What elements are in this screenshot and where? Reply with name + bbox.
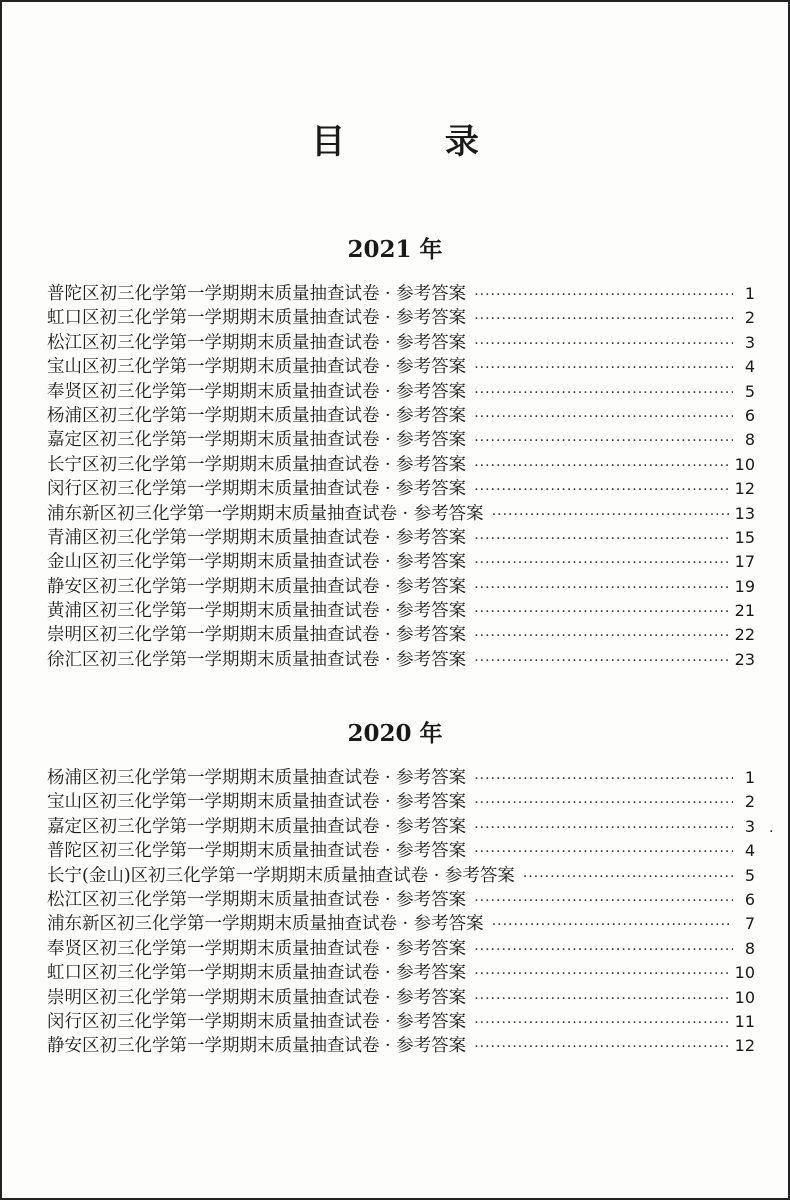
toc-entry[interactable] (47, 550, 755, 574)
toc-page-number: 4 (744, 357, 755, 377)
section-2021 (2, 230, 788, 672)
toc-page-number: 1 (744, 768, 755, 787)
toc-page-number: 10 (734, 454, 755, 474)
toc-page-number: 7 (744, 914, 755, 934)
toc-dot-leader (474, 767, 733, 791)
toc-dot-leader (474, 600, 728, 624)
toc-entry[interactable] (47, 864, 755, 888)
toc-dot-leader (474, 429, 733, 453)
toc-entry-title: 浦东新区初三化学第一学期期末质量抽查试卷 · 参考答案 (47, 503, 484, 524)
toc-page-number: 2 (744, 308, 755, 328)
toc-entry-title: 杨浦区初三化学第一学期期末质量抽查试卷 · 参考答案 (47, 405, 467, 426)
toc-entry[interactable] (47, 888, 755, 912)
toc-dot-leader (474, 649, 728, 673)
section-year-heading: 2021 年 (347, 236, 443, 263)
toc-dot-leader (474, 624, 728, 648)
toc-dot-leader (474, 356, 733, 380)
section-2020 (2, 714, 788, 1059)
toc-page-number: 19 (734, 576, 755, 596)
toc-page-number: 6 (744, 405, 755, 425)
toc-dot-leader (474, 332, 733, 356)
toc-entry[interactable] (47, 428, 755, 452)
toc-page-number: 6 (744, 889, 755, 909)
toc-dot-leader (474, 381, 733, 405)
toc-page-number: 21 (734, 601, 755, 621)
toc-page-number: 10 (734, 987, 755, 1007)
toc-entry-title: 静安区初三化学第一学期期末质量抽查试卷 · 参考答案 (47, 1036, 467, 1057)
toc-dot-leader (474, 840, 733, 864)
toc-page-number: 5 (744, 381, 755, 401)
toc-entry-title: 崇明区初三化学第一学期期末质量抽查试卷 · 参考答案 (47, 987, 467, 1008)
toc-page-number: 1 (744, 284, 755, 303)
toc-dot-leader (474, 551, 728, 575)
toc-dot-leader (474, 283, 733, 307)
toc-entry-title: 崇明区初三化学第一学期期末质量抽查试卷 · 参考答案 (47, 625, 467, 646)
toc-entry[interactable] (47, 526, 755, 550)
toc-page-number: 10 (734, 963, 755, 983)
toc-entry[interactable] (47, 937, 755, 961)
toc-entry-title: 浦东新区初三化学第一学期期末质量抽查试卷 · 参考答案 (47, 914, 484, 935)
toc-page-number: 4 (744, 841, 755, 861)
toc-entry-title: 青浦区初三化学第一学期期末质量抽查试卷 · 参考答案 (47, 527, 467, 548)
toc-page-number: 8 (744, 938, 755, 958)
toc-entry[interactable] (47, 961, 755, 985)
toc-dot-leader (474, 576, 728, 600)
toc-entry-title: 金山区初三化学第一学期期末质量抽查试卷 · 参考答案 (47, 552, 467, 573)
toc-entry-title: 长宁(金山)区初三化学第一学期期末质量抽查试卷 · 参考答案 (47, 865, 515, 886)
toc-entry-title: 奉贤区初三化学第一学期期末质量抽查试卷 · 参考答案 (47, 938, 467, 959)
toc-entry[interactable] (47, 986, 755, 1010)
toc-dot-leader (492, 503, 729, 527)
toc-entry[interactable] (47, 380, 755, 404)
toc-dot-leader (523, 865, 733, 889)
toc-entry-title: 徐汇区初三化学第一学期期末质量抽查试卷 · 参考答案 (47, 649, 467, 670)
toc-dot-leader (474, 889, 733, 913)
toc-dot-leader (474, 307, 733, 331)
toc-entry-title: 松江区初三化学第一学期期末质量抽查试卷 · 参考答案 (47, 332, 467, 353)
toc-page-number: 13 (734, 503, 755, 523)
toc-entry-title: 宝山区初三化学第一学期期末质量抽查试卷 · 参考答案 (47, 357, 467, 378)
toc-entry[interactable] (47, 331, 755, 355)
toc-entry-title: 虹口区初三化学第一学期期末质量抽查试卷 · 参考答案 (47, 308, 467, 329)
toc-page-number: 22 (734, 625, 755, 645)
toc-entry-title: 普陀区初三化学第一学期期末质量抽查试卷 · 参考答案 (47, 841, 467, 862)
toc-dot-leader (474, 987, 728, 1011)
toc-page-number: 12 (734, 479, 755, 499)
toc-entry[interactable] (47, 282, 755, 306)
toc-entry[interactable] (47, 404, 755, 428)
toc-entry[interactable] (47, 355, 755, 379)
toc-entry[interactable] (47, 912, 755, 936)
toc-dot-leader (492, 913, 733, 937)
toc-page-number: 23 (734, 649, 755, 669)
toc-dot-leader (474, 1035, 728, 1059)
toc-entry-title: 奉贤区初三化学第一学期期末质量抽查试卷 · 参考答案 (47, 381, 467, 402)
toc-entry[interactable] (47, 477, 755, 501)
toc-entry-title: 嘉定区初三化学第一学期期末质量抽查试卷 · 参考答案 (47, 430, 467, 451)
toc-page-number: 17 (734, 552, 755, 572)
toc-entry[interactable] (47, 766, 755, 790)
toc-entry-title: 普陀区初三化学第一学期期末质量抽查试卷 · 参考答案 (47, 284, 467, 304)
toc-entry[interactable] (47, 648, 755, 672)
toc-page-number: 3 (744, 816, 755, 836)
toc-entry[interactable] (47, 1034, 755, 1058)
toc-entry-title: 静安区初三化学第一学期期末质量抽查试卷 · 参考答案 (47, 576, 467, 597)
toc-entry[interactable] (47, 306, 755, 330)
section-year-heading: 2020 年 (347, 720, 443, 747)
toc-dot-leader (474, 962, 728, 986)
toc-entry[interactable] (47, 839, 755, 863)
toc-entry-title: 闵行区初三化学第一学期期末质量抽查试卷 · 参考答案 (47, 1011, 467, 1032)
toc-entry-title: 长宁区初三化学第一学期期末质量抽查试卷 · 参考答案 (47, 454, 467, 475)
toc-entry-list (2, 282, 788, 672)
toc-entry-title: 虹口区初三化学第一学期期末质量抽查试卷 · 参考答案 (47, 963, 467, 984)
toc-entry[interactable] (47, 623, 755, 647)
toc-entry-title: 松江区初三化学第一学期期末质量抽查试卷 · 参考答案 (47, 889, 467, 910)
toc-entry-title: 嘉定区初三化学第一学期期末质量抽查试卷 · 参考答案 (47, 816, 467, 837)
toc-entry-title: 闵行区初三化学第一学期期末质量抽查试卷 · 参考答案 (47, 479, 467, 500)
toc-dot-leader (474, 405, 733, 429)
toc-dot-leader (474, 1011, 728, 1035)
toc-page-number: 11 (734, 1011, 755, 1031)
toc-dot-leader (474, 478, 728, 502)
toc-entry-list (2, 766, 788, 1059)
toc-dot-leader (474, 791, 733, 815)
toc-entry-title: 宝山区初三化学第一学期期末质量抽查试卷 · 参考答案 (47, 792, 467, 813)
toc-entry[interactable] (47, 453, 755, 477)
toc-entry-title: 黄浦区初三化学第一学期期末质量抽查试卷 · 参考答案 (47, 601, 467, 622)
toc-dot-leader (474, 938, 733, 962)
toc-dot-leader (474, 527, 728, 551)
toc-entry[interactable] (47, 502, 755, 526)
toc-page-number: 15 (734, 527, 755, 547)
toc-entry[interactable] (47, 599, 755, 623)
toc-entry[interactable] (47, 1010, 755, 1034)
page-title: 目 录 (311, 122, 523, 162)
toc-dot-leader (474, 454, 728, 478)
toc-entry[interactable] (47, 575, 755, 599)
toc-entry[interactable] (47, 790, 755, 814)
stray-mark: · (769, 824, 774, 840)
toc-dot-leader (474, 816, 733, 840)
toc-page-number: 12 (734, 1036, 755, 1056)
toc-entry[interactable] (47, 815, 755, 839)
toc-entry-title: 杨浦区初三化学第一学期期末质量抽查试卷 · 参考答案 (47, 768, 467, 788)
toc-page-number: 5 (744, 865, 755, 885)
toc-page-number: 2 (744, 792, 755, 812)
toc-page-number: 3 (744, 332, 755, 352)
toc-page-number: 8 (744, 430, 755, 450)
